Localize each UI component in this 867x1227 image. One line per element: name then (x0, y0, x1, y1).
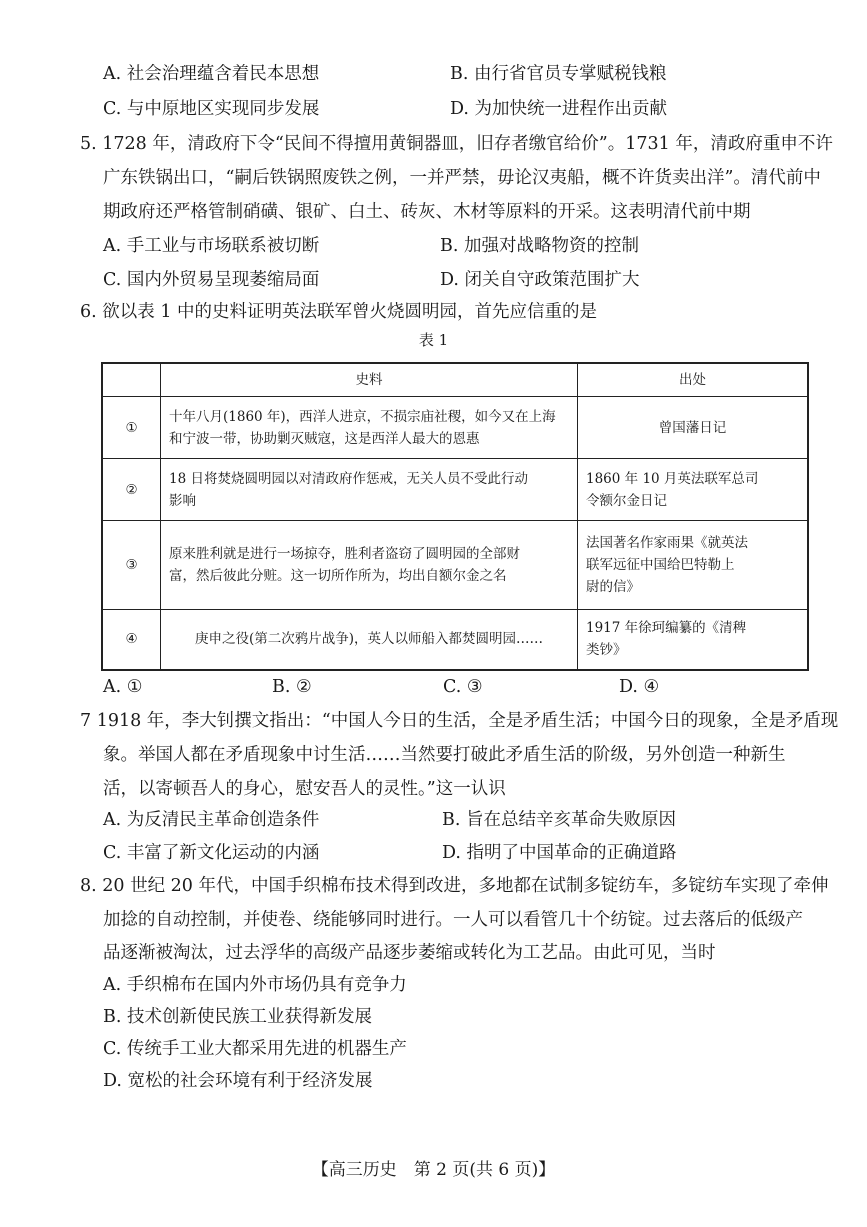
q8-option-d: D. 宽松的社会环境有利于经济发展 (103, 1071, 373, 1091)
row-source (578, 610, 809, 670)
q6-option-a: A. ① (103, 677, 143, 697)
row-material-line: 和宁波一带，协助剿灭贼寇，这是西洋人最大的恩惠 (169, 430, 480, 447)
q7-stem-line-3: 活，以寄顿吾人的身心，慰安吾人的灵性。”这一认识 (103, 779, 506, 799)
q5-option-c: C. 国内外贸易呈现萎缩局面 (103, 270, 320, 290)
row-index: ④ (102, 610, 161, 670)
row-material-line: 富，然后彼此分赃。这一切所作所为，均出自额尔金之名 (169, 568, 507, 584)
q4-option-a: A. 社会治理蕴含着民本思想 (103, 64, 320, 84)
q4-option-c: C. 与中原地区实现同步发展 (103, 99, 320, 119)
row-source (578, 397, 809, 459)
q5-stem-line-1: 5. 1728 年，清政府下令“民间不得擅用黄铜器皿，旧存者缴官给价”。1731 年，清政府重申不许 (80, 134, 833, 154)
row-index: ① (102, 397, 161, 459)
q4-option-d: D. 为加快统一进程作出贡献 (450, 99, 668, 119)
row-material (161, 459, 578, 521)
row-material-line: 十年八月(1860 年)，西洋人进京，不损宗庙社稷，如今又在上海 (169, 408, 556, 425)
row-index: ② (102, 459, 161, 521)
q8-option-a: A. 手织棉布在国内外市场仍具有竞争力 (103, 975, 407, 995)
table-header-material: 史料 (161, 363, 578, 397)
table-header-row (102, 363, 808, 397)
table-row (102, 521, 808, 610)
row-source-line: 令额尔金日记 (586, 492, 667, 509)
q7-option-c: C. 丰富了新文化运动的内涵 (103, 843, 320, 863)
row-source-line: 尉的信》 (586, 579, 640, 595)
table-row (102, 459, 808, 521)
q5-stem-line-2: 广东铁锅出口，“嗣后铁锅照废铁之例，一并严禁，毋论汉夷船，概不许货卖出洋”。清代前中 (103, 168, 821, 188)
q7-stem-line-1: 7 1918 年，李大钊撰文指出：“中国人今日的生活，全是矛盾生活；中国今日的现象，全是矛盾现 (80, 711, 839, 731)
table-header-index (102, 363, 161, 397)
q7-option-d: D. 指明了中国革命的正确道路 (442, 843, 677, 863)
q6-option-c: C. ③ (443, 677, 483, 697)
q7-stem-line-2: 象。举国人都在矛盾现象中讨生活……当然要打破此矛盾生活的阶级，另外创造一种新生 (103, 745, 786, 765)
row-source (578, 521, 809, 610)
row-source-line: 法国著名作家雨果《就英法 (586, 535, 748, 551)
row-source-line: 联军远征中国给巴特勒上 (586, 557, 735, 573)
row-material-line: 原来胜利就是进行一场掠夺，胜利者盗窃了圆明园的全部财 (169, 546, 520, 562)
q7-option-b: B. 旨在总结辛亥革命失败原因 (442, 810, 676, 830)
table-header-source: 出处 (578, 363, 809, 397)
q6-option-d: D. ④ (619, 677, 660, 697)
row-material (161, 397, 578, 459)
q4-option-b: B. 由行省官员专掌赋税钱粮 (450, 64, 667, 84)
q6-stem: 6. 欲以表 1 中的史料证明英法联军曾火烧圆明园，首先应信重的是 (80, 302, 598, 322)
table-row (102, 397, 808, 459)
q5-option-d: D. 闭关自守政策范围扩大 (440, 270, 640, 290)
row-material-line: 庚申之役(第二次鸦片战争)，英人以师船入都焚圆明园…… (194, 631, 544, 648)
q8-stem-line-3: 品逐渐被淘汰，过去浮华的高级产品逐步萎缩或转化为工艺品。由此可见，当时 (103, 943, 716, 963)
row-source-line: 曾国藩日记 (658, 419, 727, 436)
q8-stem-line-1: 8. 20 世纪 20 年代，中国手织棉布技术得到改进，多地都在试制多锭纺车，多锭纺车实现了牵伸 (80, 876, 829, 896)
q5-stem-line-3: 期政府还严格管制硝磺、银矿、白土、砖灰、木材等原料的开采。这表明清代前中期 (103, 202, 751, 222)
table-caption: 表 1 (418, 331, 449, 349)
source-table (101, 362, 809, 671)
q5-option-a: A. 手工业与市场联系被切断 (103, 236, 320, 256)
row-material-line: 18 日将焚烧圆明园以对清政府作惩戒，无关人员不受此行动 (169, 470, 528, 487)
q8-stem-line-2: 加捻的自动控制，并使卷、绕能够同时进行。一人可以看管几十个纺锭。过去落后的低级产 (103, 910, 803, 930)
row-source (578, 459, 809, 521)
row-source-line: 1917 年徐珂编纂的《清稗 (586, 620, 747, 637)
row-material (161, 521, 578, 610)
q6-option-b: B. ② (272, 677, 312, 697)
table-row (102, 610, 808, 670)
row-material (161, 610, 578, 670)
q7-option-a: A. 为反清民主革命创造条件 (103, 810, 320, 830)
row-source-line: 1860 年 10 月英法联军总司 (586, 470, 759, 487)
q8-option-c: C. 传统手工业大都采用先进的机器生产 (103, 1039, 407, 1059)
row-material-line: 影响 (169, 492, 196, 509)
row-source-line: 类钞》 (586, 642, 627, 659)
row-index: ③ (102, 521, 161, 610)
q8-option-b: B. 技术创新使民族工业获得新发展 (103, 1007, 372, 1027)
q5-option-b: B. 加强对战略物资的控制 (440, 236, 639, 256)
page-footer: 【高三历史 第 2 页(共 6 页)】 (311, 1160, 556, 1180)
